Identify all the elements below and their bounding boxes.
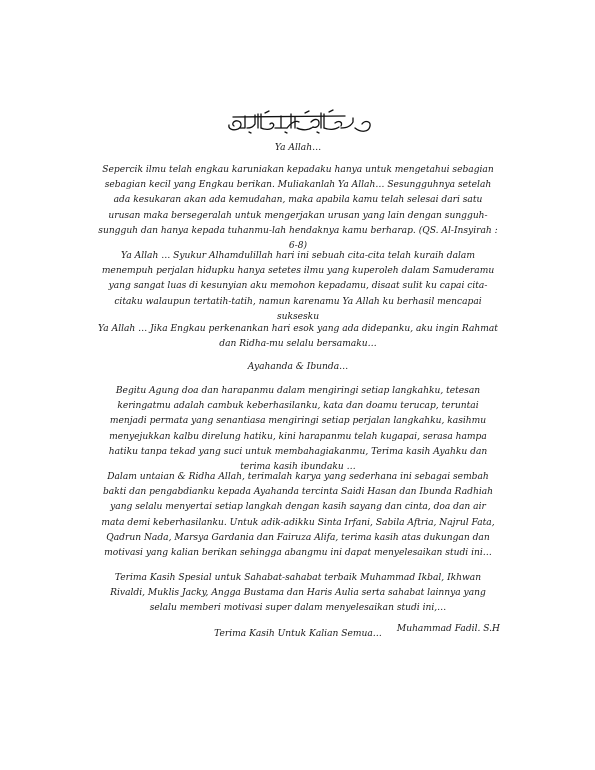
paragraph-gratitude: Ya Allah … Syukur Alhamdulillah hari ini sebuah cita-cita telah kuraih dalam menempuh perjalan hidupku hanya setetes ilmu yang kuperoleh dalam Samuderamu yang sangat luas di kesunyian aku memohon kepadamu, disaat sulit ku capai cita-citaku walaupun tertatih-tatih, namun karenamu Ya Allah ku berhasil mencapai suksesku — [101, 251, 495, 322]
paragraph-family: Dalam untaian & Ridha Allah, terimalah karya yang sederhana ini sebagai sembah bakti dan pengabdianku kepada Ayahanda tercinta Saidi Hasan dan Ibunda Radhiah yang selalu menyertai setiap langkah dengan kasih sayang dan cinta, doa dan air mata demi keberhasilanku. Untuk adik-adikku Sinta Irfani, Sabila Aftria, Najrul Fata, Qadrun Nada, Marsya Gardania dan Fairuza Alifa, terima kasih atas dukungan dan motivasi yang kalian berikan sehingga abangmu ini dapat menyelesaikan studi ini… — [101, 472, 495, 559]
author-signature: Muhammad Fadil. S.H — [396, 624, 500, 634]
parents-heading: Ayahanda & Ibunda… — [247, 362, 349, 372]
closing-thanks: Terima Kasih Untuk Kalian Semua… — [214, 629, 382, 639]
paragraph-friends: Terima Kasih Spesial untuk Sahabat-sahabat terbaik Muhammad Ikbal, Ikhwan Rivaldi, Muklis Jacky, Angga Bustama dan Haris Aulia serta sahabat lainnya yang selalu memberi motivasi super dalam menyelesaikan studi ini,… — [110, 573, 486, 614]
paragraph-parents: Begitu Agung doa dan harapanmu dalam mengiringi setiap langkahku, tetesan keringatmu adalah cambuk keberhasilanku, kata dan doamu terucap, teruntai menjadi permata yang senantiasa mengiringi setiap perjalan langkahku, kasihmu menyejukkan kalbu direlung hatiku, kini harapanmu telah kugapai, serasa hampa hatiku tanpa tekad yang suci untuk membahagiakanmu, Terima kasih Ayahku dan terima kasih ibundaku … — [108, 386, 488, 473]
paragraph-quran-verse: Sepercik ilmu telah engkau karuniakan kepadaku hanya untuk mengetahui sebagian sebagian kecil yang Engkau berikan. Muliakanlah Ya Allah… Sesungguhnya setelah ada kesukaran akan ada kemudahan, maka apabila kamu telah selesai dari satu urusan maka bersegeralah untuk mengerjakan urusan yang lain dengan sungguh-sungguh dan hanya kepada tuhanmu-lah hendaknya kamu berharap. (QS. Al-Insyirah : 6-8) — [98, 165, 498, 252]
basmalah-calligraphy — [225, 108, 373, 136]
paragraph-prayer: Ya Allah … Jika Engkau perkenankan hari esok yang ada didepanku, aku ingin Rahmat dan Ridha-mu selalu bersamaku… — [98, 324, 498, 350]
opening-line: Ya Allah… — [274, 143, 322, 153]
